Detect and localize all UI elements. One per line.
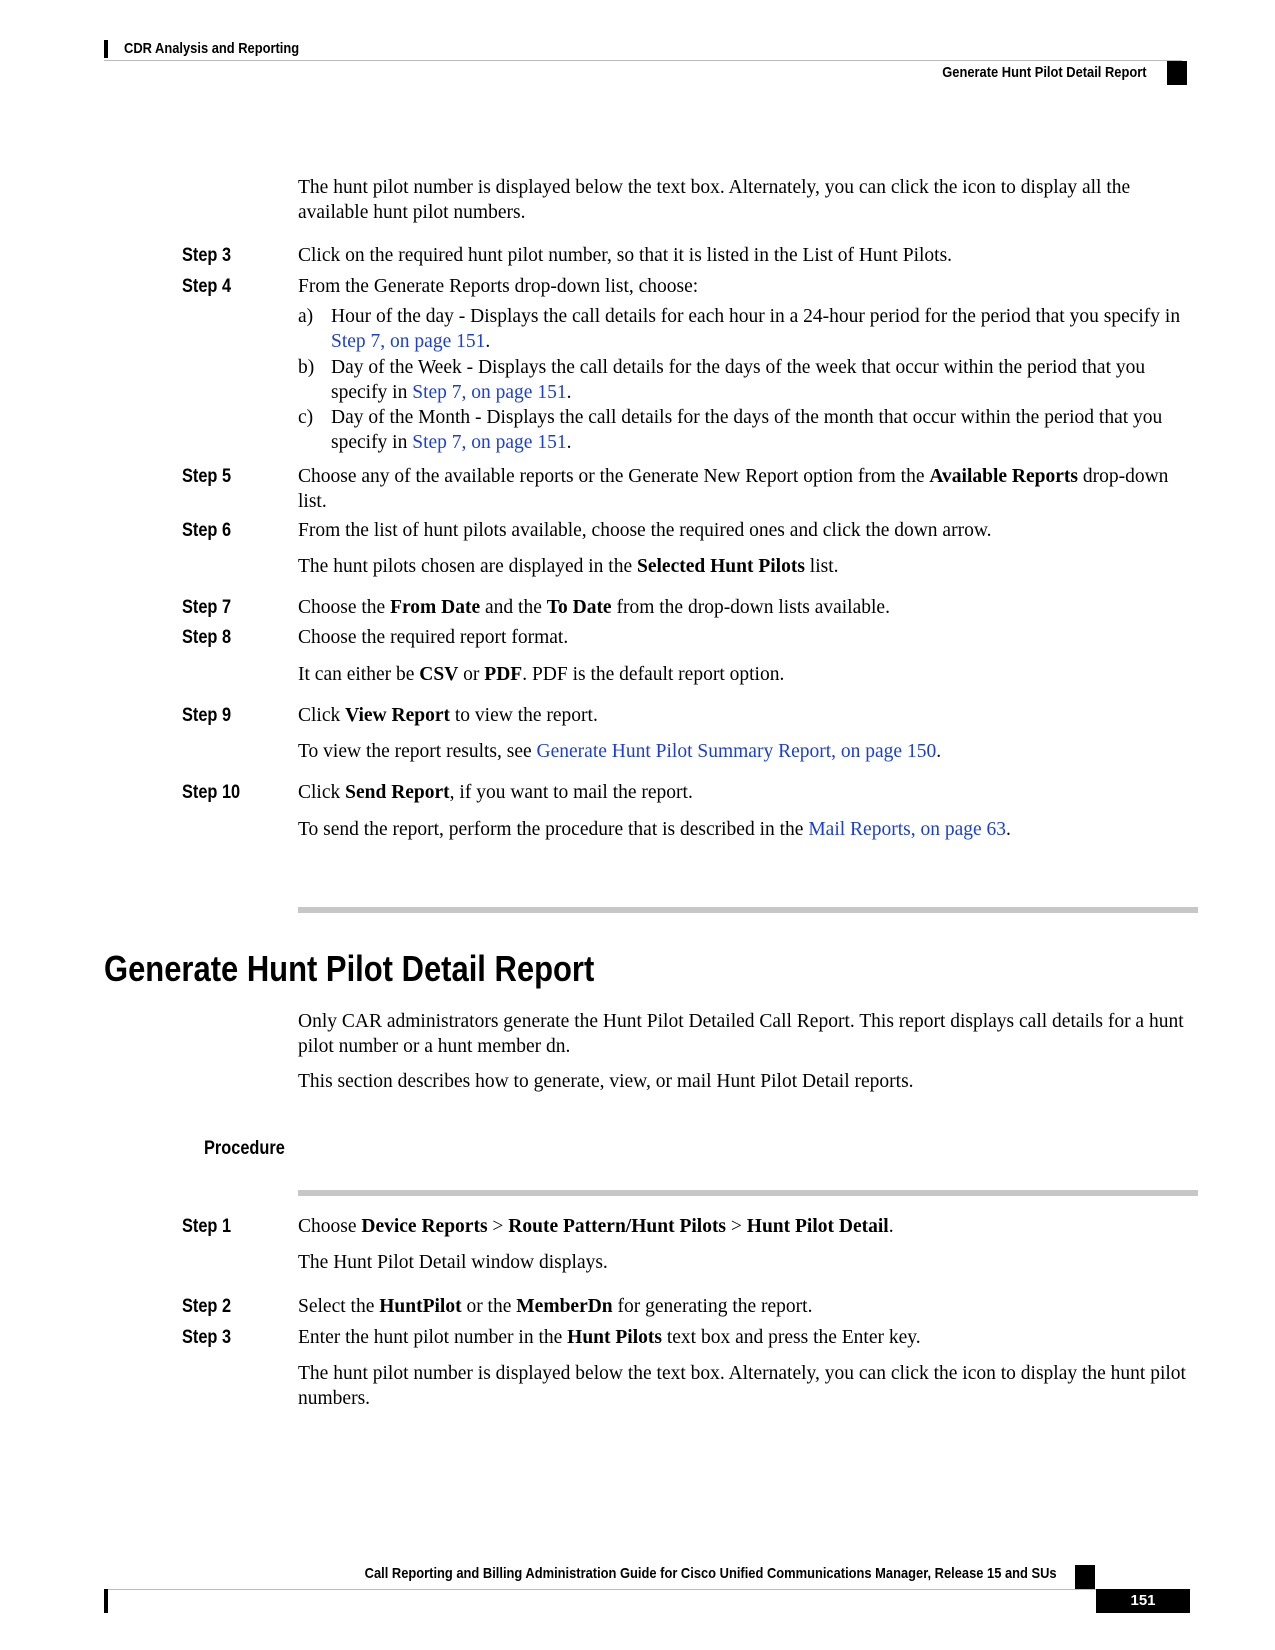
step-label: Step 8	[182, 627, 232, 648]
header-chapter-title: CDR Analysis and Reporting	[124, 40, 300, 57]
text-run: It can either be	[298, 664, 420, 685]
procedure-start-rule	[298, 1190, 1198, 1196]
text-run: .	[936, 741, 942, 762]
step7-link[interactable]: Step 7, on page 151	[331, 331, 486, 352]
substep-end: .	[485, 331, 491, 352]
section-paragraph: This section describes how to generate, view, or mail Hunt Pilot Detail reports.	[298, 1071, 914, 1092]
text-run: Click	[298, 782, 346, 803]
substep-marker: c)	[298, 407, 314, 428]
text-run: To view the report results, see	[298, 741, 537, 762]
step-text	[298, 1214, 1198, 1239]
step-note	[298, 739, 1198, 764]
substep-end: .	[566, 432, 572, 453]
text-run: To send the report, perform the procedure that is described in the	[298, 819, 809, 840]
text-run: to view the report.	[450, 705, 598, 726]
step-text: From the Generate Reports drop-down list, choose:	[298, 276, 699, 297]
ui-term: CSV	[419, 664, 459, 685]
step-text	[298, 464, 1198, 514]
procedure-heading: Procedure	[204, 1138, 285, 1159]
substep-end: .	[566, 382, 572, 403]
footer-guide-title: Call Reporting and Billing Administration Guide for Cisco Unified Communications Manager, Release 15 and SUs	[365, 1565, 1057, 1582]
text-run: Choose the	[298, 597, 391, 618]
header-section-title: Generate Hunt Pilot Detail Report	[942, 64, 1147, 81]
text-run: Choose	[298, 1216, 362, 1237]
step-label: Step 9	[182, 705, 232, 726]
substep-body: Hour of the day - Displays the call details for each hour in a 24-hour period for the period that you specify in	[331, 306, 1181, 327]
step7-link[interactable]: Step 7, on page 151	[412, 432, 567, 453]
step-label: Step 3	[182, 245, 232, 266]
text-run: and the	[480, 597, 547, 618]
menu-path-item: Device Reports	[361, 1216, 488, 1237]
step-label: Step 6	[182, 520, 232, 541]
menu-path-item: Route Pattern/Hunt Pilots	[508, 1216, 727, 1237]
ui-term: View Report	[345, 705, 450, 726]
section-paragraph: Only CAR administrators generate the Hunt Pilot Detailed Call Report. This report displays call details for a hunt pilot number or a hunt member dn.	[298, 1011, 1184, 1057]
text-run: .	[1006, 819, 1011, 840]
text-run: Select the	[298, 1296, 380, 1317]
ui-term: From Date	[390, 597, 481, 618]
step-text: From the list of hunt pilots available, choose the required ones and click the down arrow.	[298, 520, 992, 541]
substep-text	[331, 355, 1198, 405]
mail-reports-link[interactable]: Mail Reports, on page 63	[808, 819, 1007, 840]
header-left-bar	[104, 40, 108, 58]
substep-text	[331, 304, 1198, 354]
substep-marker: a)	[298, 306, 314, 327]
step-text	[298, 595, 1198, 620]
page-number-box	[1096, 1589, 1190, 1613]
step-text	[298, 1294, 1198, 1319]
ui-term: Send Report	[345, 782, 450, 803]
procedure-end-rule	[298, 907, 1198, 913]
ui-term: PDF	[484, 664, 523, 685]
page-number: 151	[1130, 1592, 1156, 1609]
ui-term: Selected Hunt Pilots	[637, 556, 805, 577]
text-run: . PDF is the default report option.	[522, 664, 785, 685]
footer-left-bar	[104, 1589, 108, 1613]
text-run: Enter the hunt pilot number in the	[298, 1327, 568, 1348]
text-run: for generating the report.	[612, 1296, 813, 1317]
substep-marker: b)	[298, 357, 315, 378]
step-note	[298, 554, 1198, 579]
text-run: Choose any of the available reports or the Generate New Report option from the	[298, 466, 930, 487]
step-label: Step 4	[182, 276, 232, 297]
text-run: The hunt pilots chosen are displayed in the	[298, 556, 638, 577]
menu-separator: >	[487, 1216, 509, 1237]
text-run: from the drop-down lists available.	[611, 597, 890, 618]
menu-separator: >	[726, 1216, 747, 1237]
step-label: Step 2	[182, 1296, 232, 1317]
text-run: Click	[298, 705, 346, 726]
substep-body: Day of the Month - Displays the call details for the days of the month that occur within the period that you specify in	[331, 407, 1163, 453]
text-run: .	[888, 1216, 894, 1237]
step-text: Click on the required hunt pilot number, so that it is listed in the List of Hunt Pilots.	[298, 245, 953, 266]
step-note	[298, 662, 1198, 687]
ui-term: MemberDn	[516, 1296, 613, 1317]
step7-link[interactable]: Step 7, on page 151	[412, 382, 567, 403]
substep-body: Day of the Week - Displays the call details for the days of the week that occur within the period that you specify in	[331, 357, 1146, 403]
text-run: drop-down list.	[298, 466, 1169, 512]
footer-rule	[104, 1589, 1182, 1590]
substep-text	[331, 405, 1198, 455]
text-run: or	[458, 664, 485, 685]
ui-term: Hunt Pilots	[567, 1327, 662, 1348]
ui-term: To Date	[546, 597, 612, 618]
step-text	[298, 1325, 1198, 1350]
step-label: Step 5	[182, 466, 232, 487]
text-run: or the	[461, 1296, 517, 1317]
text-run: list.	[804, 556, 839, 577]
intro-paragraph: The hunt pilot number is displayed below the text box. Alternately, you can click the icon to display all the available hunt pilot numbers.	[298, 177, 1131, 223]
step-label: Step 10	[182, 782, 241, 803]
header-rule	[104, 60, 1182, 61]
ui-term: Available Reports	[929, 466, 1078, 487]
ui-term: HuntPilot	[379, 1296, 462, 1317]
step-text	[298, 780, 1198, 805]
footer-square	[1075, 1565, 1095, 1589]
step-text	[298, 703, 1198, 728]
text-run: text box and press the Enter key.	[661, 1327, 921, 1348]
text-run: , if you want to mail the report.	[449, 782, 693, 803]
header-right-block	[1167, 61, 1187, 85]
step-label: Step 7	[182, 597, 232, 618]
step-note: The hunt pilot number is displayed below the text box. Alternately, you can click the icon to display the hunt pilot numbers.	[298, 1363, 1186, 1409]
step-note	[298, 817, 1198, 842]
step-note: The Hunt Pilot Detail window displays.	[298, 1252, 608, 1273]
step-text: Choose the required report format.	[298, 627, 569, 648]
step-label: Step 1	[182, 1216, 232, 1237]
summary-report-link[interactable]: Generate Hunt Pilot Summary Report, on page 150	[536, 741, 937, 762]
step-label: Step 3	[182, 1327, 232, 1348]
menu-path-item: Hunt Pilot Detail	[746, 1216, 889, 1237]
section-heading: Generate Hunt Pilot Detail Report	[104, 948, 595, 989]
